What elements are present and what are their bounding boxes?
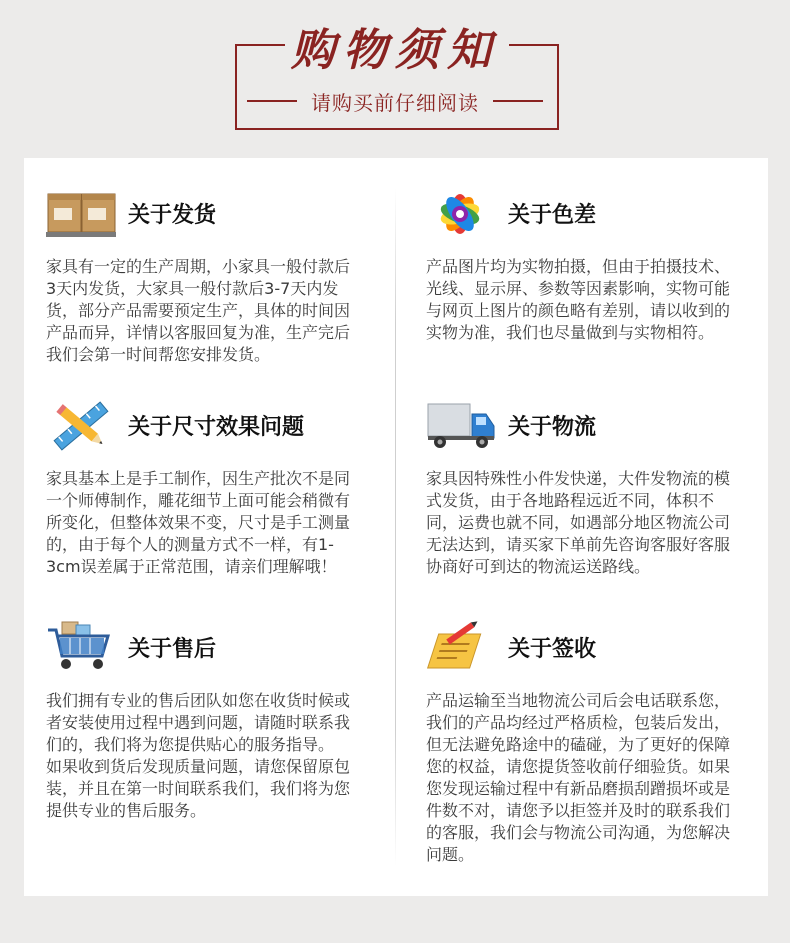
subtitle-row: [0, 86, 790, 116]
shopping-cart-icon: [46, 620, 116, 676]
truck-icon: [426, 398, 496, 454]
section-body: [426, 468, 738, 578]
section-paragraph: 如果收到货后发现质量问题，请您保留原包装，并且在第一时间联系我们，我们将为您提供专业的售后服务。: [46, 757, 351, 820]
divider-left: [247, 100, 297, 102]
section-body: [426, 256, 738, 344]
header: [0, 0, 790, 158]
ruler-pencil-icon: [46, 398, 116, 454]
page-subtitle: 请购买前仔细阅读: [311, 90, 479, 115]
section-paragraph: 家具因特殊性小件发快递，大件发物流的模式发货，由于各地路程远近不同，体积不同，运费也就不同，如遇部分地区物流公司无法达到，请买家下单前先咨询客服好客服协商好可到达的物流运送路线。: [426, 469, 731, 576]
column-divider: [395, 188, 396, 866]
color-wheel-icon: [426, 186, 496, 242]
sign-document-icon: [426, 620, 496, 676]
section-paragraph: 我们拥有专业的售后团队如您在收货时候或者安装使用过程中遇到问题，请随时联系我们的，我们将为您提供贴心的服务指导。: [46, 691, 351, 754]
section-body: [46, 256, 358, 366]
section-title: 关于物流: [508, 415, 597, 440]
section-paragraph: 家具有一定的生产周期，小家具一般付款后3天内发货，大家具一般付款后3-7天内发货，部分产品需要预定生产，具体的时间因产品而异，详情以客服回复为准，生产完后我们会第一时间帮您安排发货。: [46, 257, 351, 364]
section-title: 关于售后: [128, 637, 217, 662]
section-body: [426, 690, 738, 866]
section-body: [46, 468, 358, 578]
section-title: 关于发货: [128, 203, 217, 228]
divider-right: [493, 100, 543, 102]
section-paragraph: 产品图片均为实物拍摄，但由于拍摄技术、光线、显示屏、参数等因素影响，实物可能与网页上图片的颜色略有差别，请以收到的实物为准，我们也尽量做到与实物相符。: [426, 257, 731, 342]
section-paragraph: 产品运输至当地物流公司后会电话联系您，我们的产品均经过严格质检，包装后发出，但无法避免路途中的磕碰，为了更好的保障您的权益，请您提货签收前仔细验货。如果您发现运输过程中有新品磨损刮蹭损坏或是件数不对，请您予以拒签并及时的联系我们的客服，我们会与物流公司沟通，为您解决问题。: [426, 691, 731, 864]
section-title: 关于尺寸效果问题: [128, 415, 305, 440]
section-paragraph: 家具基本上是手工制作，因生产批次不是同一个师傅制作，雕花细节上面可能会稍微有所变化，但整体效果不变，尺寸是手工测量的，由于每个人的测量方式不一样，有1-3cm误差属于正常范围，请亲们理解哦！: [46, 469, 351, 576]
section-body: [46, 690, 358, 822]
page-title: 购物须知: [291, 25, 499, 76]
shipping-boxes-icon: [46, 186, 116, 242]
section-title: 关于色差: [508, 203, 597, 228]
notice-card: [24, 158, 768, 896]
section-title: 关于签收: [508, 637, 597, 662]
